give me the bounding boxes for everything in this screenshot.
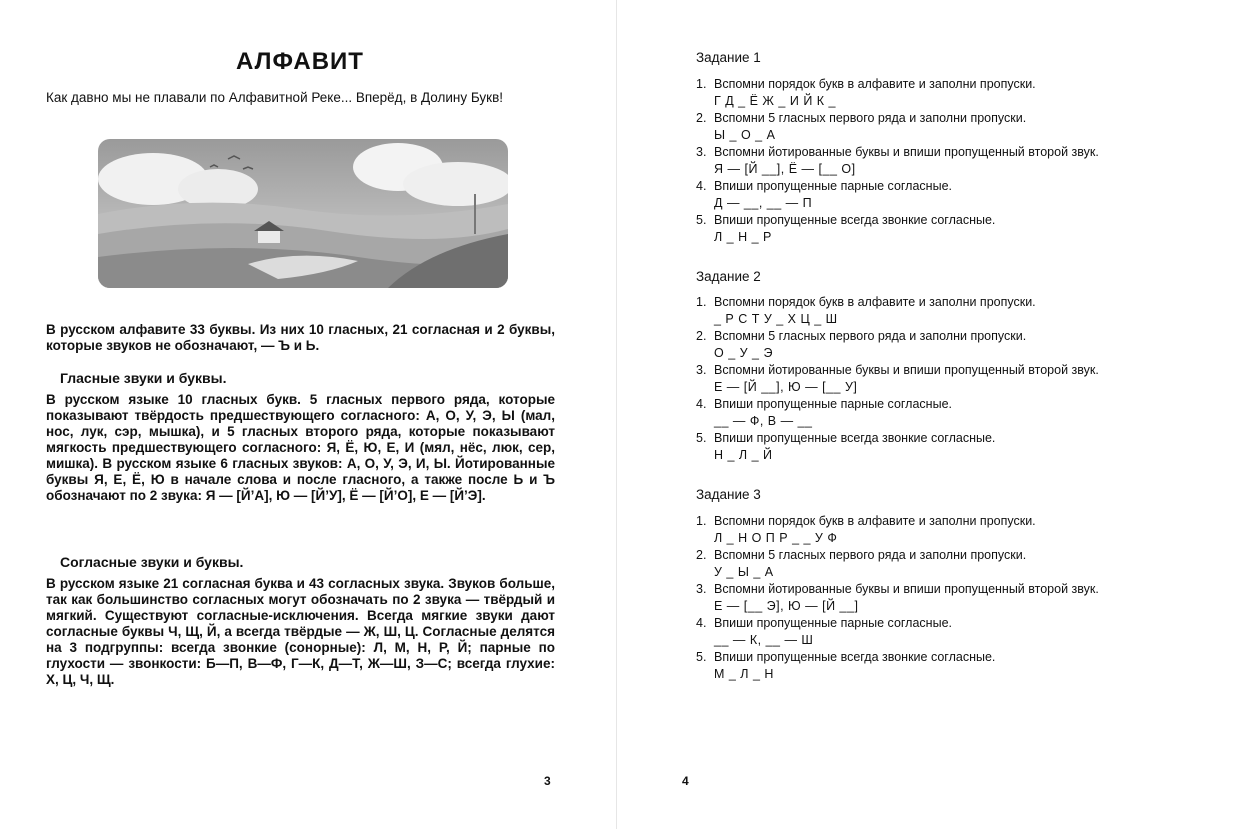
item-number: 3. [696,582,707,596]
item-text: Вспомни йотированные буквы и впиши пропущенный второй звук. [714,363,1099,377]
task-item [696,328,1099,345]
item-text: Впиши пропущенные всегда звонкие согласные. [714,650,996,664]
item-number: 5. [696,213,707,227]
vowels-text: В русском языке 10 гласных букв. 5 гласных первого ряда, которые показывают твёрдость предшествующего согласного: А, О, У, Э, Ы (мал, нос, лук, сэр, мышка), и 5 гласных второго ряда, которые показывают мягкость предшествующего согласного: Я, Ё, Ю, Е, И (мял, нёс, люк, сер, мишка). В русском языке 6 гласных звуков: А, О, У, Э, И, Ы. Йотированные буквы Я, Е, Ё, Ю в начале слова и после гласного, а также после Ь и Ъ обозначают по 2 звука: Я — [Й’А], Ю — [Й’У], Ё — [Й’О], Е — [Й’Э]. [46,392,555,503]
task-item [696,76,1099,93]
item-number: 2. [696,111,707,125]
item-answer: _ Р С Т У _ Х Ц _ Ш [714,312,838,326]
item-number: 4. [696,397,707,411]
task-item [696,513,1099,530]
task-item [696,212,1099,229]
item-number: 1. [696,295,707,309]
task-item [696,294,1099,311]
task-3-title: Задание 3 [696,487,761,502]
landscape-illustration [98,139,508,288]
task-item [696,362,1099,379]
item-number: 3. [696,145,707,159]
vowels-heading: Гласные звуки и буквы. [60,370,227,386]
task-item [696,178,1099,195]
item-text: Вспомни 5 гласных первого ряда и заполни пропуски. [714,329,1027,343]
item-answer: Г Д _ Ё Ж _ И Й К _ [714,94,836,108]
consonants-heading: Согласные звуки и буквы. [60,554,244,570]
item-number: 1. [696,77,707,91]
item-number: 1. [696,514,707,528]
item-text: Впиши пропущенные парные согласные. [714,616,952,630]
item-answer: У _ Ы _ А [714,565,774,579]
item-number: 5. [696,650,707,664]
task-item [696,615,1099,632]
item-text: Вспомни йотированные буквы и впиши пропущенный второй звук. [714,582,1099,596]
item-text: Вспомни йотированные буквы и впиши пропущенный второй звук. [714,145,1099,159]
item-number: 4. [696,616,707,630]
item-text: Вспомни 5 гласных первого ряда и заполни пропуски. [714,111,1027,125]
item-text: Вспомни 5 гласных первого ряда и заполни пропуски. [714,548,1027,562]
alphabet-summary: В русском алфавите 33 буквы. Из них 10 гласных, 21 согласная и 2 буквы, которые звуков не обозначают, — Ъ и Ь. [46,322,555,353]
task-item [696,396,1099,413]
item-answer: __ — Ф, В — __ [714,414,813,428]
item-number: 5. [696,431,707,445]
item-text: Вспомни порядок букв в алфавите и заполни пропуски. [714,77,1036,91]
item-answer: Л _ Н О П Р _ _ У Ф [714,531,838,545]
task-1-list [696,76,1099,246]
item-number: 2. [696,548,707,562]
item-number: 2. [696,329,707,343]
page-title: АЛФАВИТ [236,48,364,75]
item-text: Вспомни порядок букв в алфавите и заполни пропуски. [714,295,1036,309]
item-answer: М _ Л _ Н [714,667,774,681]
task-item [696,430,1099,447]
task-item [696,547,1099,564]
item-text: Вспомни порядок букв в алфавите и заполни пропуски. [714,514,1036,528]
item-text: Впиши пропущенные парные согласные. [714,179,952,193]
item-text: Впиши пропущенные всегда звонкие согласные. [714,213,996,227]
landscape-illustration-image [98,139,508,288]
item-answer: Е — [Й __], Ю — [__ У] [714,380,858,394]
task-2-title: Задание 2 [696,269,761,284]
item-answer: Н _ Л _ Й [714,448,773,462]
book-spine [616,0,617,829]
page-number-right: 4 [682,774,689,788]
consonants-text: В русском языке 21 согласная буква и 43 согласных звука. Звуков больше, так как большинство согласных могут обозначать по 2 звука — твёрдый и мягкий. Существуют согласные-исключения. Всегда мягкие звуки дают согласные буквы Ч, Щ, Й, а всегда твёрдые — Ж, Ш, Ц. Согласные делятся на 3 подгруппы: всегда звонкие (сонорные): Л, М, Н, Р, Й; парные по глухости — звонкости: Б—П, В—Ф, Г—К, Д—Т, Ж—Ш, З—С; всегда глухие: Х, Ц, Ч, Щ. [46,576,555,687]
item-answer: Е — [__ Э], Ю — [Й __] [714,599,859,613]
item-number: 4. [696,179,707,193]
task-item [696,110,1099,127]
intro-text: Как давно мы не плавали по Алфавитной Реке... Вперёд, в Долину Букв! [46,90,504,105]
item-answer: О _ У _ Э [714,346,773,360]
item-text: Впиши пропущенные парные согласные. [714,397,952,411]
item-answer: Ы _ О _ А [714,128,776,142]
task-3-list [696,513,1099,683]
item-answer: __ — К, __ — Ш [714,633,814,647]
item-answer: Я — [Й __], Ё — [__ О] [714,162,856,176]
task-2-list [696,294,1099,464]
task-1-title: Задание 1 [696,50,761,65]
task-item [696,144,1099,161]
item-text: Впиши пропущенные всегда звонкие согласные. [714,431,996,445]
item-answer: Д — __, __ — П [714,196,813,210]
task-item [696,581,1099,598]
page-number-left: 3 [544,774,551,788]
task-item [696,649,1099,666]
item-number: 3. [696,363,707,377]
item-answer: Л _ Н _ Р [714,230,772,244]
